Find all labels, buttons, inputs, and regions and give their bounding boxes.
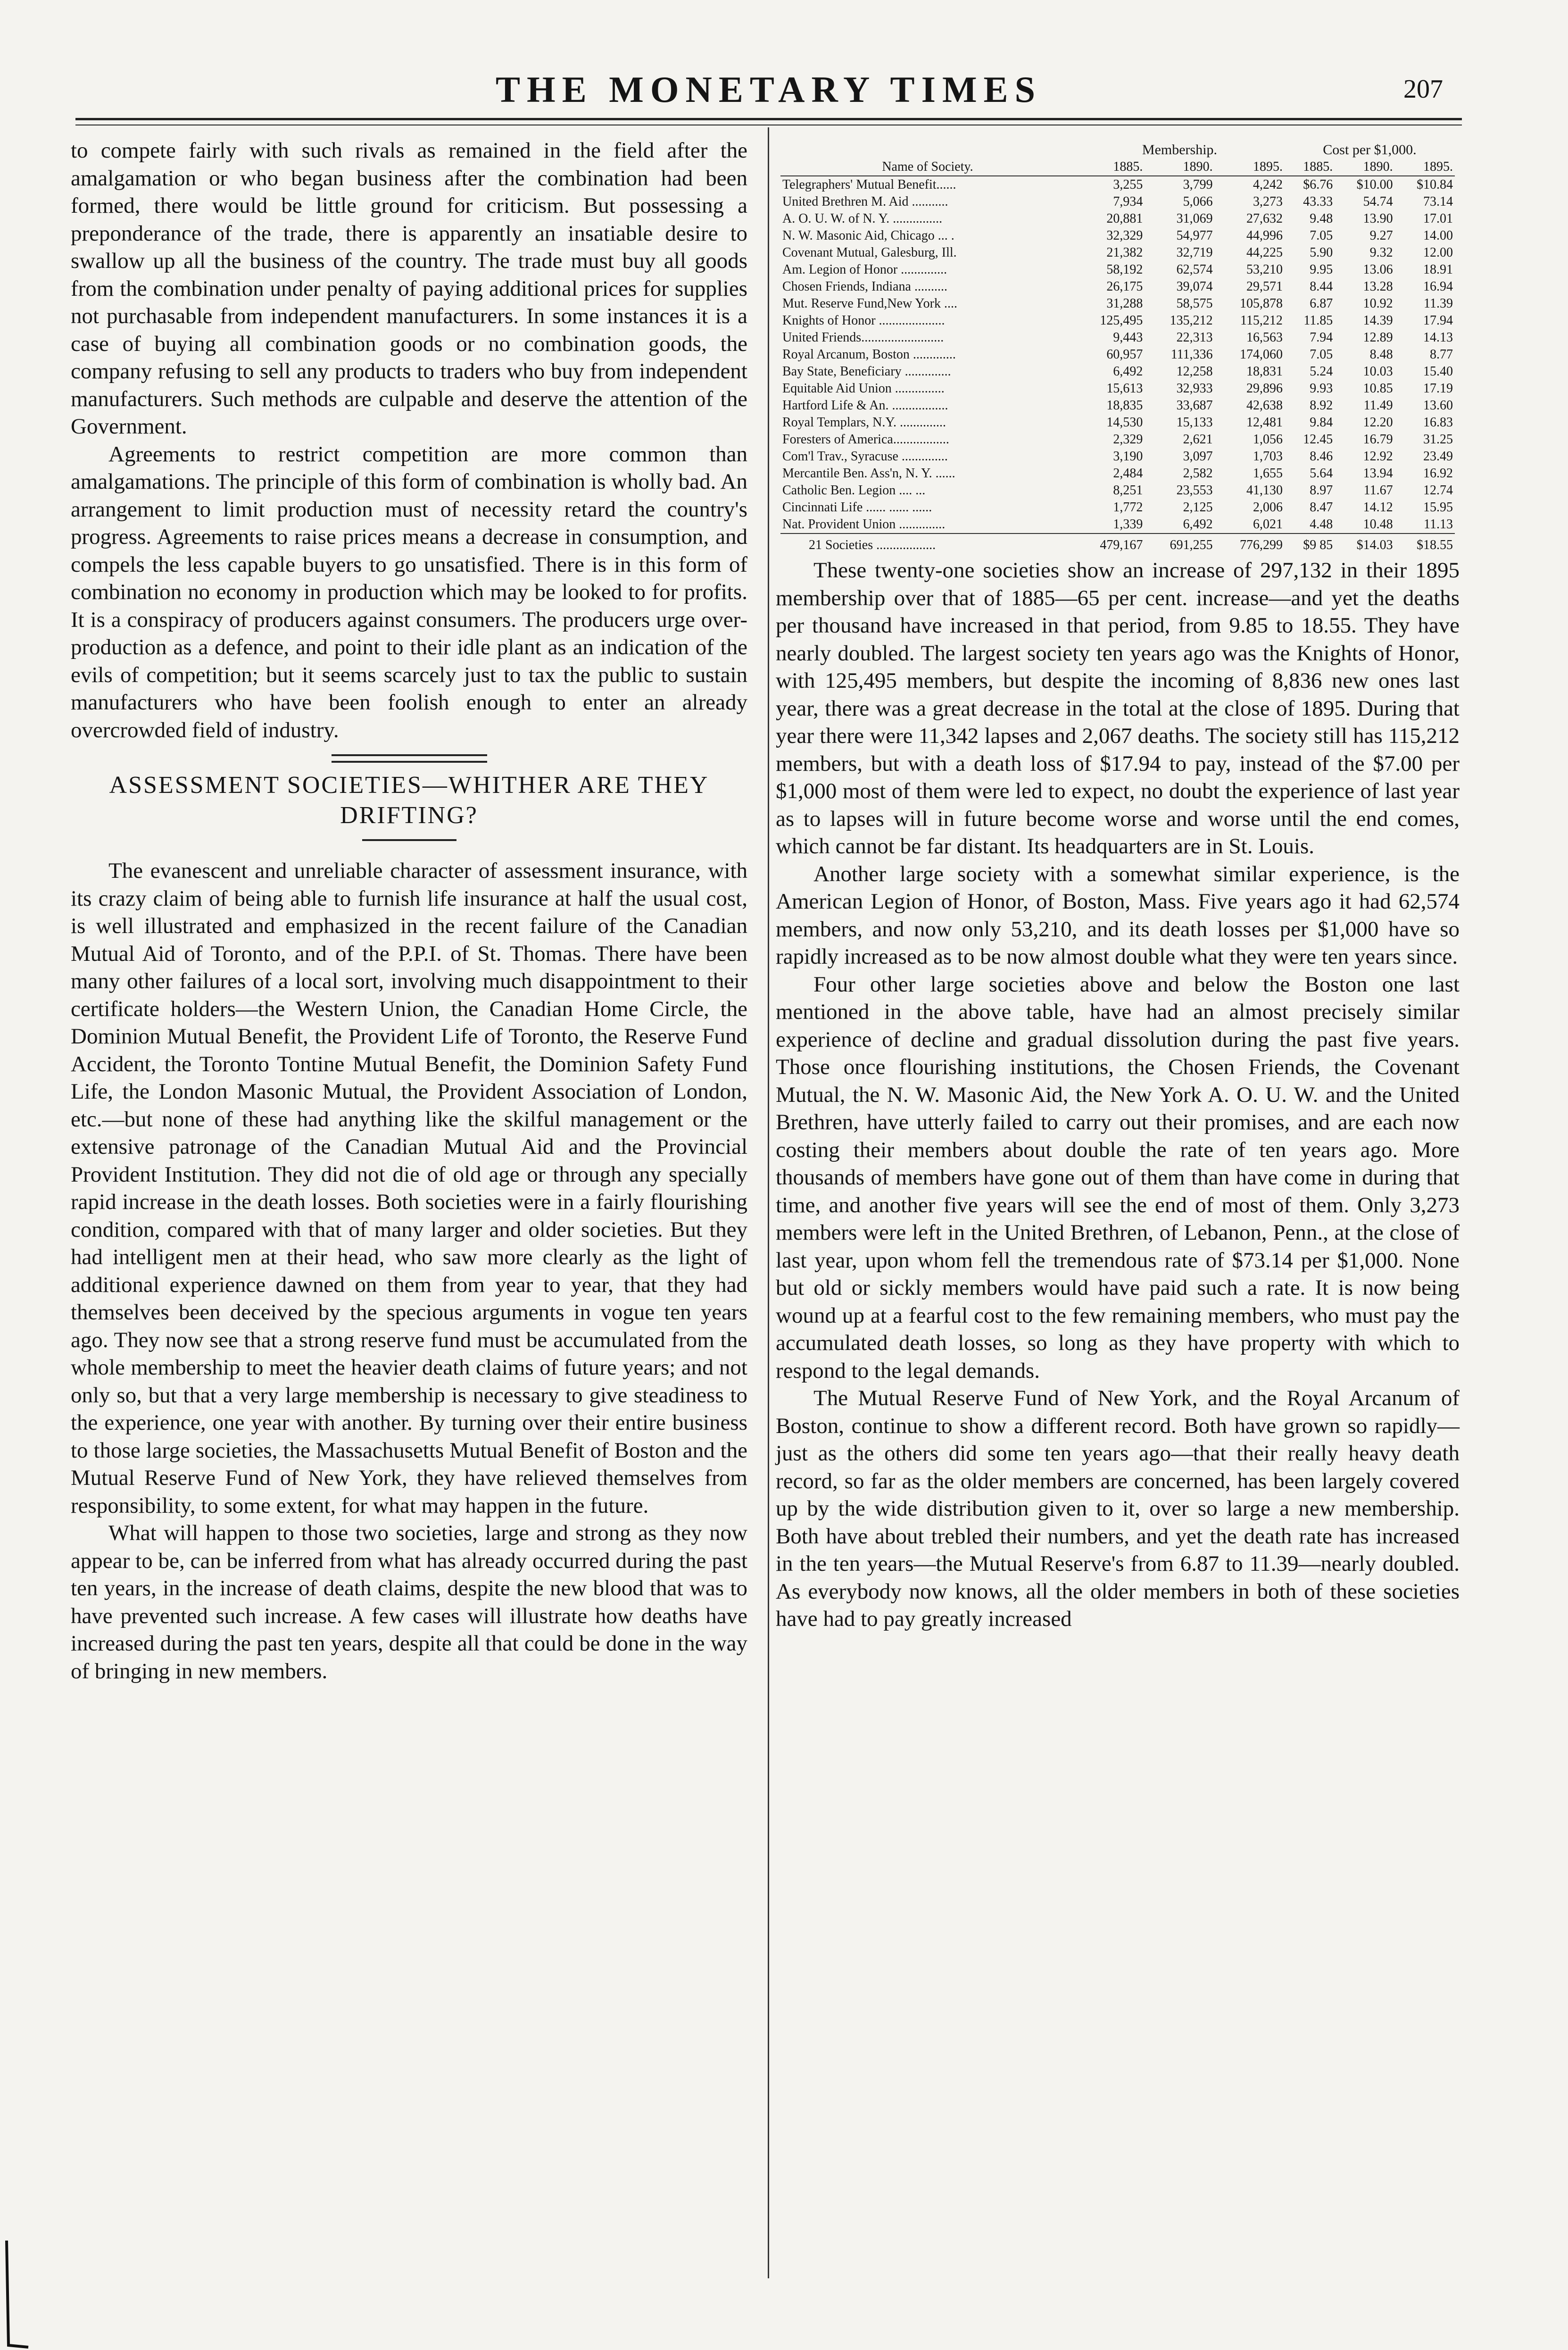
table-row [780, 312, 1455, 329]
paragraph: Four other large societies above and below the Boston one last mentioned in the above table, have had an almost precisely similar experience of decline and gradual dissolution during the past five years. Those once flourishing institutions, the Chosen Friends, the Covenant Mutual, the N. W. Masonic Aid, the New York A. O. U. W. and the United Brethren, have utterly failed to carry out their promises, and are each now costing their members about double the rate of ten years ago. More thousands of members have gone out of them than have come in during that time, and another five years will see the end of most of them. Only 3,273 members were left in the United Brethren, of Lebanon, Penn., at the close of last year, upon whom fell the tremendous rate of $73.14 per $1,000. None but old or sickly members would have paid such a rate. It is now being wound up at a fearful cost to the few remaining members, who must pay the accumulated death losses, so long as they have property with which to respond to the legal demands. [776, 972, 1460, 1383]
table-cell: 33,687 [1176, 398, 1213, 413]
table-cell: 115,212 [1240, 313, 1283, 328]
table-cell: 32,719 [1176, 245, 1213, 260]
paragraph: to compete fairly with such rivals as remained in the field after the amalgamation or who began business after the combination had been formed, there would be little ground for criticism. But possessing a preponderance of the trade, there is apparently an insatiable desire to swallow up all the business of the country. The trade must buy all goods from the combination under penalty of paying additional prices for supplies not purchasable from independent manufacturers. In some instances it is a case of buying all combination goods or no combination goods, the company refusing to sell any products to traders who buy from independent manufacturers. Such methods are culpable and deserve the attention of the Government. [71, 138, 747, 439]
table-cell: 7,934 [1113, 194, 1143, 209]
table-row [780, 482, 1455, 499]
society-name: Equitable Aid Union ............... [782, 381, 945, 396]
table-cell: 4.48 [1310, 517, 1333, 532]
total-name: 21 Societies .................. [780, 533, 1075, 554]
table-row [780, 329, 1455, 346]
table-cell: 5,066 [1183, 194, 1213, 209]
table-cell: 8.77 [1430, 347, 1453, 362]
table-cell: 7.05 [1310, 347, 1333, 362]
table-cell: 17.94 [1423, 313, 1453, 328]
society-name: Am. Legion of Honor .............. [782, 262, 947, 277]
table-cell: 26,175 [1106, 279, 1143, 294]
table-cell: 12.00 [1423, 245, 1453, 260]
table-cell: 2,621 [1183, 432, 1213, 447]
table-cell: 54.74 [1363, 194, 1393, 209]
table-cell: 8.47 [1310, 500, 1333, 515]
table-cell: 105,878 [1239, 296, 1283, 311]
table-total-row [780, 533, 1455, 554]
table-cell: 14.39 [1363, 313, 1393, 328]
table-cell: 13.28 [1363, 279, 1393, 294]
column-divider [768, 127, 769, 2278]
table-cell: 1,339 [1113, 517, 1143, 532]
header-rule [75, 118, 1462, 120]
table-cell: 16,563 [1246, 330, 1283, 345]
name-column-header: Name of Society. [780, 158, 1075, 176]
table-cell: 58,192 [1106, 262, 1143, 277]
society-name: United Friends......................... [782, 330, 944, 345]
table-cell: 10.03 [1363, 364, 1393, 379]
table-cell: 4,242 [1253, 177, 1283, 192]
society-name: United Brethren M. Aid ........... [782, 194, 948, 209]
table-cell: 12.89 [1363, 330, 1393, 345]
table-body [780, 176, 1455, 533]
table-cell: 8.48 [1369, 347, 1393, 362]
table-cell: 6,021 [1253, 517, 1283, 532]
table-row [780, 499, 1455, 516]
table-cell: 14.00 [1423, 228, 1453, 243]
table-cell: 44,996 [1246, 228, 1283, 243]
table-cell: 2,006 [1253, 500, 1283, 515]
table-cell: 11.85 [1303, 313, 1333, 328]
table-cell: $14.03 [1335, 533, 1394, 554]
table-cell: 10.92 [1363, 296, 1393, 311]
page-header [75, 66, 1462, 123]
table-cell: 17.01 [1423, 211, 1453, 226]
table-row [780, 363, 1455, 380]
society-name: Bay State, Beneficiary .............. [782, 364, 951, 379]
table-cell: 2,125 [1183, 500, 1213, 515]
table-cell: 13.94 [1363, 466, 1393, 481]
left-column [71, 137, 747, 1685]
table-row [780, 431, 1455, 448]
table-cell: 11.39 [1424, 296, 1453, 311]
year-header: 1895. [1215, 158, 1285, 176]
table-cell: 31,288 [1106, 296, 1143, 311]
society-name: Royal Templars, N.Y. .............. [782, 415, 946, 430]
paragraph: What will happen to those two societies, large and strong as they now appear to be, can be inferred from what has already occurred during the past ten years, in the increase of death claims, despite the new blood that was to have prevented such increase. A few cases will illustrate how deaths have increased during the past ten years, despite all that could be done in the way of bringing in new members. [71, 1521, 747, 1683]
table-row [780, 244, 1455, 261]
table-cell: 13.06 [1363, 262, 1393, 277]
table-row [780, 448, 1455, 465]
table-cell: $6.76 [1303, 177, 1333, 192]
table-cell: 1,655 [1253, 466, 1283, 481]
table-cell: 31,069 [1176, 211, 1213, 226]
table-cell: 73.14 [1423, 194, 1453, 209]
table-cell: 174,060 [1239, 347, 1283, 362]
year-header: 1885. [1285, 158, 1335, 176]
society-name: Chosen Friends, Indiana .......... [782, 279, 947, 294]
society-name: N. W. Masonic Aid, Chicago ... . [782, 228, 954, 243]
society-table-wrap [780, 142, 1455, 554]
table-cell: 32,933 [1176, 381, 1213, 396]
table-cell: 691,255 [1145, 533, 1214, 554]
table-cell: 32,329 [1106, 228, 1143, 243]
masthead-title: THE MONETARY TIMES [496, 69, 1042, 110]
society-table [780, 142, 1455, 554]
society-name: Foresters of America................. [782, 432, 949, 447]
table-cell: 3,190 [1113, 449, 1143, 464]
table-cell: 7.05 [1310, 228, 1333, 243]
table-cell: 5.64 [1310, 466, 1333, 481]
table-cell: 3,273 [1253, 194, 1283, 209]
table-cell: 62,574 [1176, 262, 1213, 277]
table-cell: 6,492 [1183, 517, 1213, 532]
table-cell: 29,571 [1246, 279, 1283, 294]
table-row [780, 278, 1455, 295]
table-cell: 8,251 [1113, 483, 1143, 498]
table-cell: 23.49 [1423, 449, 1453, 464]
table-cell: 20,881 [1106, 211, 1143, 226]
table-cell: 16.83 [1423, 415, 1453, 430]
table-row [780, 465, 1455, 482]
table-cell: 479,167 [1075, 533, 1145, 554]
table-cell: 9.32 [1369, 245, 1393, 260]
table-cell: 10.48 [1363, 517, 1393, 532]
society-name: Catholic Ben. Legion .... ... [782, 483, 926, 498]
table-cell: 8.46 [1310, 449, 1333, 464]
table-cell: $10.84 [1417, 177, 1453, 192]
table-cell: 6.87 [1310, 296, 1333, 311]
page-number: 207 [1403, 75, 1443, 104]
table-cell: 41,130 [1246, 483, 1283, 498]
society-name: Cincinnati Life ...... ...... ...... [782, 500, 932, 515]
society-name: Nat. Provident Union .............. [782, 517, 946, 532]
table-cell: 21,382 [1106, 245, 1143, 260]
table-cell: 10.85 [1363, 381, 1393, 396]
table-cell: 22,313 [1176, 330, 1213, 345]
table-cell: 42,638 [1246, 398, 1283, 413]
paragraph: The evanescent and unreliable character of assessment insurance, with its crazy claim of being able to furnish life insurance at half the usual cost, is well illustrated and emphasized in the recent failure of the Canadian Mutual Aid of Toronto, and of the P.P.I. of St. Thomas. There have been many other failures of a local sort, involving much disappointment to their certificate holders—the Western Union, the Canadian Home Circle, the Dominion Mutual Benefit, the Provident Life of Toronto, the Reserve Fund Accident, the Toronto Tontine Mutual Benefit, the Dominion Safety Fund Life, the London Masonic Mutual, the Provident Association of London, etc.—but none of these had anything like the skilful management or the extensive patronage of the Canadian Mutual Aid and the Provincial Provident Institution. They did not die of old age or through any specially rapid increase in the death losses. Both societies were in a fairly flourishing condition, compared with that of many larger and older societies. But they had intelligent men at their head, who saw more clearly as the light of additional experience dawned on them from year to year, that they had themselves been deceived by the specious arguments in vogue ten years ago. They now see that a strong reserve fund must be accumulated from the whole membership to meet the heavier death claims of future years; and not only so, but that a very large membership is necessary to give steadiness to the experience, one year with another. By turning over their entire business to those large societies, the Massachusetts Mutual Benefit of Boston and the Mutual Reserve Fund of New York, they have relieved themselves from responsibility, to some extent, for what may happen in the future. [71, 858, 747, 1518]
table-cell: $18.55 [1395, 533, 1455, 554]
table-cell: 8.97 [1310, 483, 1333, 498]
table-cell: 1,703 [1253, 449, 1283, 464]
table-cell: 2,484 [1113, 466, 1143, 481]
table-row [780, 295, 1455, 312]
table-row [780, 397, 1455, 414]
table-cell: 13.60 [1423, 398, 1453, 413]
table-cell: $10.00 [1356, 177, 1393, 192]
table-cell: 12,481 [1246, 415, 1283, 430]
society-name: Royal Arcanum, Boston ............. [782, 347, 956, 362]
table-cell: 23,553 [1176, 483, 1213, 498]
table-cell: 776,299 [1215, 533, 1285, 554]
article-heading: ASSESSMENT SOCIETIES—WHITHER ARE THEY DRIFTING? [109, 772, 709, 829]
table-cell: 5.24 [1310, 364, 1333, 379]
table-cell: 15,133 [1176, 415, 1213, 430]
table-cell: 12.45 [1303, 432, 1333, 447]
right-column [776, 137, 1460, 1633]
table-cell: 1,772 [1113, 500, 1143, 515]
cost-group-header: Cost per $1,000. [1323, 142, 1417, 158]
society-name: Telegraphers' Mutual Benefit...... [782, 177, 956, 192]
table-cell: 43.33 [1303, 194, 1333, 209]
table-cell: 9.93 [1310, 381, 1333, 396]
table-cell: 9.48 [1310, 211, 1333, 226]
society-name: Mut. Reserve Fund,New York .... [782, 296, 957, 311]
society-name: Knights of Honor .................... [782, 313, 945, 328]
table-cell: 31.25 [1423, 432, 1453, 447]
table-cell: 18.91 [1423, 262, 1453, 277]
table-cell: 15.40 [1423, 364, 1453, 379]
table-row [780, 193, 1455, 210]
table-cell: 60,957 [1106, 347, 1143, 362]
society-name: Com'l Trav., Syracuse .............. [782, 449, 948, 464]
society-name: Covenant Mutual, Galesburg, Ill. [782, 245, 957, 260]
table-cell: 44,225 [1246, 245, 1283, 260]
table-cell: 3,255 [1113, 177, 1143, 192]
table-row [780, 210, 1455, 227]
table-cell: 12.92 [1363, 449, 1393, 464]
table-row [780, 227, 1455, 244]
year-header: 1895. [1395, 158, 1455, 176]
paragraph: Another large society with a somewhat similar experience, is the American Legion of Honor, of Boston, Mass. Five years ago it had 62,574 members, and now only 53,210, and its death losses per $1,000 have so rapidly increased as to be now almost double what they were ten years since. [776, 861, 1460, 969]
society-name: Mercantile Ben. Ass'n, N. Y. ...... [782, 466, 955, 481]
table-cell: 6,492 [1113, 364, 1143, 379]
table-cell: 27,632 [1246, 211, 1283, 226]
membership-group-header: Membership. [1142, 142, 1218, 158]
table-cell: 14.13 [1423, 330, 1453, 345]
table-cell: 12,258 [1176, 364, 1213, 379]
table-cell: 18,835 [1106, 398, 1143, 413]
table-cell: 16.94 [1423, 279, 1453, 294]
table-row [780, 176, 1455, 193]
table-cell: 3,799 [1183, 177, 1213, 192]
table-cell: 11.49 [1363, 398, 1393, 413]
table-row [780, 380, 1455, 397]
table-cell: 18,831 [1246, 364, 1283, 379]
table-cell: 15.95 [1423, 500, 1453, 515]
table-cell: 12.20 [1363, 415, 1393, 430]
year-header: 1885. [1075, 158, 1145, 176]
table-cell: 14.12 [1363, 500, 1393, 515]
table-cell: 3,097 [1183, 449, 1213, 464]
table-cell: 53,210 [1246, 262, 1283, 277]
table-row [780, 414, 1455, 431]
table-cell: 1,056 [1253, 432, 1283, 447]
binding-mark-icon [0, 2236, 33, 2350]
paragraph: These twenty-one societies show an increase of 297,132 in their 1895 membership over that of 1885—65 per cent. increase—and yet the deaths per thousand have increased in that period, from 9.85 to 18.55. They have nearly doubled. The largest society ten years ago was the Knights of Honor, with 125,495 members, but despite the incoming of 8,836 new ones last year, there was a great decrease in the total at the close of 1895. During that year there were 11,342 lapses and 2,067 deaths. The society still has 115,212 members, but with a death loss of $17.94 to pay, instead of the $7.00 per $1,000 most of them were led to expect, no doubt the experience of last year as to lapses will in future become worse and worse until the end comes, which cannot be far distant. Its headquarters are in St. Louis. [776, 558, 1460, 858]
table-cell: 11.67 [1363, 483, 1393, 498]
table-cell: 17.19 [1423, 381, 1453, 396]
table-row [780, 346, 1455, 363]
table-cell: 8.92 [1310, 398, 1333, 413]
year-header: 1890. [1335, 158, 1394, 176]
table-cell: 2,329 [1113, 432, 1143, 447]
table-cell: 39,074 [1176, 279, 1213, 294]
table-row [780, 516, 1455, 533]
table-cell: 9.95 [1310, 262, 1333, 277]
table-cell: 54,977 [1176, 228, 1213, 243]
table-cell: 9.27 [1369, 228, 1393, 243]
table-cell: 15,613 [1106, 381, 1143, 396]
table-row [780, 261, 1455, 278]
table-cell: 14,530 [1106, 415, 1143, 430]
table-cell: 8.44 [1310, 279, 1333, 294]
table-cell: 2,582 [1183, 466, 1213, 481]
heading-rule [362, 839, 456, 841]
table-cell: 125,495 [1100, 313, 1143, 328]
table-cell: 7.94 [1310, 330, 1333, 345]
table-cell: 16.92 [1423, 466, 1453, 481]
table-cell: 9,443 [1113, 330, 1143, 345]
table-cell: 13.90 [1363, 211, 1393, 226]
society-name: Hartford Life & An. ................. [782, 398, 948, 413]
table-cell: $9 85 [1285, 533, 1335, 554]
year-header: 1890. [1145, 158, 1214, 176]
table-cell: 12.74 [1423, 483, 1453, 498]
paragraph: Agreements to restrict competition are more common than amalgamations. The principle of this form of combination is wholly bad. An arrangement to limit production must of necessity retard the country's progress. Agreements to raise prices means a decrease in consumption, and compels the less capable buyers to go unsatisfied. There is in this form of combination no economy in production which may be looked to for profits. It is a conspiracy of producers against consumers. The producers urge over-production as a defence, and point to their idle plant as an indication of the evils of competition; but it seems scarcely just to tax the public to sustain manufacturers who have been foolish enough to enter an already overcrowded field of industry. [71, 442, 747, 742]
society-name: A. O. U. W. of N. Y. ............... [782, 211, 943, 226]
table-cell: 9.84 [1310, 415, 1333, 430]
table-cell: 11.13 [1424, 517, 1453, 532]
table-cell: 58,575 [1176, 296, 1213, 311]
paragraph: The Mutual Reserve Fund of New York, and the Royal Arcanum of Boston, continue to show a different record. Both have grown so rapidly—just as the others did some ten years ago—that their really heavy death record, so far as the older members are concerned, has been largely covered up by the wide distribution given to it, over so large a new membership. Both have about trebled their numbers, and yet the death rate has increased in the ten years—the Mutual Reserve's from 6.87 to 11.39—nearly doubled. As everybody now knows, all the older members in both of these societies have had to pay greatly increased [776, 1386, 1460, 1631]
table-cell: 5.90 [1310, 245, 1333, 260]
table-cell: 16.79 [1363, 432, 1393, 447]
table-cell: 111,336 [1170, 347, 1213, 362]
table-cell: 29,896 [1246, 381, 1283, 396]
section-divider [332, 754, 487, 763]
table-cell: 135,212 [1170, 313, 1213, 328]
